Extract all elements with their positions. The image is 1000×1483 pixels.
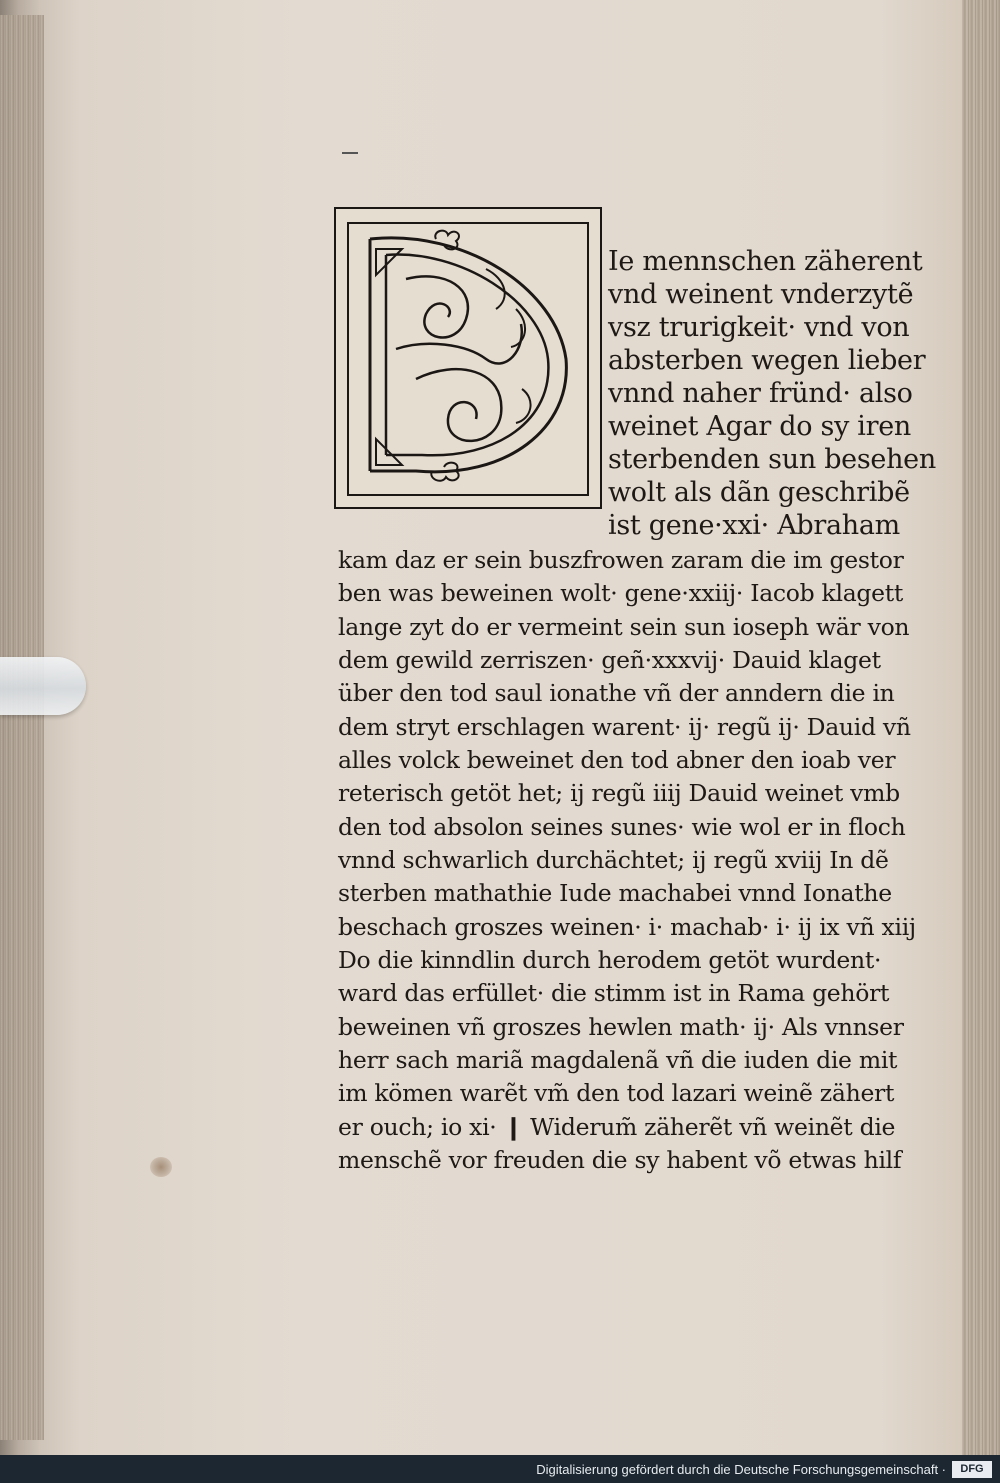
text-line: ist gene·xxi· Abraham [608,510,900,541]
text-line: absterben wegen lieber [608,345,926,376]
text-line: vnnd schwarlich durchächtet; ij regũ xviij In dẽ [338,846,889,874]
text-line: vsz trurigkeit· vnd von [608,312,910,343]
text-line: ward das erfüllet· die stimm ist in Rama gehört [338,979,890,1007]
pencil-mark [342,152,358,154]
text-line: menschẽ vor freuden die sy habent võ etwas hilf [338,1146,902,1174]
text-line: Do die kinndlin durch herodem getöt wurdent· [338,946,882,974]
page-stack-left-edge [0,15,44,1440]
text-line: dem stryt erschlagen warent· ij· regũ ij· Dauid vñ [338,713,911,741]
text-line: reterisch getöt het; ij regũ iiij Dauid weinet vmb [338,779,900,807]
text-line: sterbenden sun besehen [608,444,936,475]
text-line: vnd weinent vnderzytẽ [608,279,914,310]
dfg-logo-icon: DFG [952,1461,992,1478]
text-line: alles volck beweinet den tod abner den ioab ver [338,746,896,774]
text-line: wolt als dãn geschribẽ [608,477,910,508]
text-line: kam daz er sein buszfrowen zaram die im gestor [338,546,904,574]
text-line: sterben mathathie Iude machabei vnnd Ionathe [338,879,892,907]
text-line: herr sach mariã magdalenã vñ die iuden die mit [338,1046,898,1074]
paper-stain [150,1157,172,1177]
text-line: er ouch; io xi· ❙ Widerum̃ zäherẽt vñ weinẽt die [338,1113,896,1141]
text-line: Ie mennschen zäherent [608,246,923,277]
funding-credit: Digitalisierung gefördert durch die Deutsche Forschungsgemeinschaft · [536,1462,946,1477]
text-line: dem gewild zerriszen· geñ·xxxvij· Dauid klaget [338,646,881,674]
text-line: den tod absolon seines sunes· wie wol er in floch [338,813,906,841]
text-line: lange zyt do er vermeint sein sun ioseph wär von [338,613,910,641]
decorated-initial-d [334,207,602,509]
page-stack-right-edge [962,0,1000,1455]
text-line: vnnd naher fründ· also [608,378,913,409]
text-line: im kömen warẽt vm̃ den tod lazari weinẽ zähert [338,1079,895,1107]
text-line: beschach groszes weinen· i· machab· i· ij ix vñ xiij [338,913,916,941]
plastic-page-clip [0,657,86,715]
text-line: über den tod saul ionathe vñ der anndern die in [338,679,895,707]
text-line: ben was beweinen wolt· gene·xxiij· Iacob klagett [338,579,904,607]
text-line: weinet Agar do sy iren [608,411,912,442]
text-line: beweinen vñ groszes hewlen math· ij· Als vnnser [338,1013,904,1041]
ornament-initial-icon [336,209,600,507]
